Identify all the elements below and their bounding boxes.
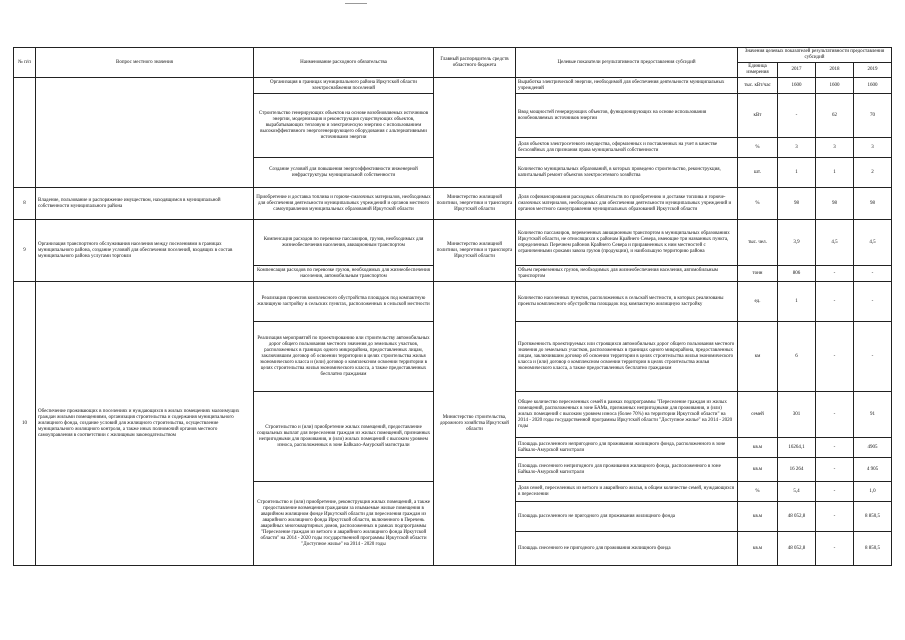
target-cell: Доля семей, переселенных из ветхого и аварийного жилья, в общем количестве семей, нуждающихся в переселении [516, 482, 738, 502]
unit-cell: % [738, 188, 778, 220]
obligation-cell: Организация в границах муниципального района Иркутской области электроснабжения поселений [254, 78, 434, 94]
obligation-cell: Приобретение и доставка топлива и горюче-смазочных материалов, необходимых для обеспечения деятельности муниципальных учреждений и органов местного самоуправления муниципальных образований Иркутской области [254, 188, 434, 220]
unit-cell: кв.м [738, 532, 778, 566]
target-cell: Количество муниципальных образований, в которых проведено строительство, реконструкция, капитальный ремонт объектов электросетевого хозяйства [516, 158, 738, 188]
value-2019: 4,5 [854, 220, 892, 266]
target-cell: Доля объектов электросетевого имущества, оформленных и поставленных на учет в качестве бесхозяйных для признания права муниципальной собственности [516, 138, 738, 158]
manager-cell: Министерство жилищной политики, энергетики и транспорта Иркутской области [434, 188, 516, 220]
target-cell: Количество пассажиров, перевезенных авиационным транспортом в муниципальных образованиях Иркутской области, не относящихся к районам Крайнего Севера, имеющие три названных пункта, определенных Перечнем районов Крайнего Севера и приравненных к ним местностей с ограниченными сроками завоза грузов (продукции), и наибольшую территорию района [516, 220, 738, 266]
header-values-title: Значения целевых показателей результативности предоставления субсидий [738, 48, 892, 63]
unit-cell: кв.м [738, 438, 778, 458]
value-2017: 806 [778, 266, 816, 282]
value-2018: - [816, 438, 854, 458]
value-2019: 98 [854, 188, 892, 220]
value-2017: 6 [778, 322, 816, 392]
value-2019: 1600 [854, 78, 892, 94]
unit-cell: км [738, 322, 778, 392]
question-cell: Организация транспортного обслуживания населения между поселениями в границах муниципального района, создание условий для обеспечения поселений, входящих в состав муниципального района услугами торговли [36, 220, 254, 282]
value-2017: - [778, 94, 816, 138]
row-num: 10 [14, 282, 36, 566]
value-2017: 16 264 [778, 458, 816, 482]
unit-cell: тыс. чел. [738, 220, 778, 266]
unit-cell: % [738, 482, 778, 502]
row-num: 8 [14, 188, 36, 220]
value-2019: - [854, 282, 892, 322]
value-2019: - [854, 322, 892, 392]
manager-cell: Министерство жилищной политики, энергетики и транспорта Иркутской области [434, 220, 516, 282]
obligation-cell: Компенсация расходов по перевозке грузов, необходимых для жизнеобеспечения населения, автомобильным транспортом [254, 266, 434, 282]
subsidy-indicators-table [13, 47, 892, 566]
value-2018: 3 [816, 138, 854, 158]
value-2017: 3,9 [778, 220, 816, 266]
header-2019: 2019 [854, 63, 892, 78]
header-target: Целевые показатели результативности предоставления субсидий [516, 48, 738, 78]
unit-cell: кв.м [738, 458, 778, 482]
row7-question [36, 78, 254, 188]
unit-cell: кв.м [738, 502, 778, 532]
target-cell: Протяженность проектируемых или строящихся автомобильных дорог общего пользования местного значения до земельных участков, расположенных в границах одного микрорайона, предоставленных лицам, заключившим договор об освоении территории в целях строительства жилья экономического класса и (или) договор о комплексном освоении территории в целях строительства жилья экономического класса, а также предоставленных бесплатно гражданам [516, 322, 738, 392]
unit-cell: ед. [738, 282, 778, 322]
value-2019: 4 905 [854, 458, 892, 482]
value-2017: 98 [778, 188, 816, 220]
unit-cell: шт. [738, 158, 778, 188]
value-2018: - [816, 392, 854, 438]
manager-cell: Министерство строительства, дорожного хозяйства Иркутской области [434, 282, 516, 566]
row-num: 9 [14, 220, 36, 282]
header-obligation: Наименование расходного обязательства [254, 48, 434, 78]
obligation-cell: Строительство и (или) приобретение, реконструкция жилых помещений, а также предоставление возмещения гражданам за изымаемые жилые помещения в аварийном жилищном фонде Иркутской области для переселения граждан из аварийного жилищного фонда Иркутской области, включенного в Перечень аварийных многоквартирных домов, расположенных в рамках подпрограммы "Переселение граждан из ветхого и аварийного жилищного фонда Иркутской области" на 2014 - 2020 годы государственной программы Иркутской области "Доступное жилье" на 2014 - 2020 годы [254, 482, 434, 566]
unit-cell: тонн [738, 266, 778, 282]
value-2017: 301 [778, 392, 816, 438]
value-2019: 91 [854, 392, 892, 438]
value-2019: 8 850,5 [854, 502, 892, 532]
value-2019: 8 850,5 [854, 532, 892, 566]
obligation-cell: Реализация мероприятий по проектированию или строительству автомобильных дорог общего пользования местного значения до земельных участков, расположенных в границах одного микрорайона, предоставленных лицам, заключившим договор об освоении территории в целях строительства жилья экономического класса и (или) договор о комплексном освоении территории в целях строительства жилья экономического класса, а также предоставленных бесплатно гражданам [254, 322, 434, 392]
value-2018: - [816, 458, 854, 482]
unit-cell: кВт [738, 94, 778, 138]
obligation-cell: Создание условий для повышения энергоэффективности инженерной инфраструктуры муниципальной собственности [254, 158, 434, 188]
value-2019: 4905 [854, 438, 892, 458]
question-cell: Владение, пользование и распоряжение имуществом, находящимся в муниципальной собственности муниципального района [36, 188, 254, 220]
value-2018: 62 [816, 94, 854, 138]
value-2017: 1 [778, 282, 816, 322]
header-manager: Главный распорядитель средств областного бюджета [434, 48, 516, 78]
row7-manager [434, 78, 516, 188]
value-2018: 1 [816, 158, 854, 188]
value-2019: - [854, 266, 892, 282]
value-2017: 16264,1 [778, 438, 816, 458]
value-2018: - [816, 482, 854, 502]
obligation-cell: Строительство и (или) приобретение жилых помещений, предоставление социальных выплат для переселения граждан из жилых помещений, признанных непригодными для проживания, и (или) жилых помещений с высоким уровнем износа, расположенных в зоне Байкало-Амурской магистрали [254, 392, 434, 482]
value-2017: 1600 [778, 78, 816, 94]
value-2019: 3 [854, 138, 892, 158]
question-cell: Обеспечение проживающих в поселениях и нуждающихся в жилых помещениях малоимущих граждан жилыми помещениями, организация строительства и содержания муниципального жилищного фонда, создание условий для жилищного строительства, осуществление муниципального жилищного контроля, а также иных полномочий органов местного самоуправления в соответствии с жилищным законодательством [36, 282, 254, 566]
obligation-cell: Реализация проектов комплексного обустройства площадок под компактную жилищную застройку в сельских пунктах, расположенных в сельской местности [254, 282, 434, 322]
header-question: Вопрос местного значения [36, 48, 254, 78]
obligation-cell: Компенсация расходов по перевозке пассажиров, грузов, необходимых для жизнеобеспечения населения, авиационным транспортом [254, 220, 434, 266]
value-2017: 48 052,8 [778, 532, 816, 566]
target-cell: Общее количество переселенных семей в рамках подпрограммы "Переселение граждан из жилых помещений, расположенных в зоне БАМа, признанных непригодными для проживания, и (или) жилых помещений с высоким уровнем износа (более 70%) на территории Иркутской области" на 2014 - 2020 годы государственной программы Иркутской области "Доступное жилье" на 2014 - 2020 годы [516, 392, 738, 438]
value-2017: 48 052,8 [778, 502, 816, 532]
scan-mark [345, 3, 367, 4]
row7-num [14, 78, 36, 188]
value-2018: 4,5 [816, 220, 854, 266]
value-2017: 1 [778, 158, 816, 188]
value-2019: 2 [854, 158, 892, 188]
target-cell: Количество населенных пунктов, расположенных в сельской местности, в которых реализованы проекты комплексного обустройства площадок под компактную жилищную застройку [516, 282, 738, 322]
header-2017: 2017 [778, 63, 816, 78]
obligation-cell: Строительство генерирующих объектов на основе возобновляемых источников энергии, модернизация и реконструкция существующих объектов, вырабатывающих тепловую и электрическую энергию с использованием высокоэффективного энергогенерирующего оборудования с альтернативными источниками энергии [254, 94, 434, 158]
target-cell: Доля софинансирования расходных обязательств по приобретению и доставке топлива и горюче-смазочных материалов, необходимых для обеспечения деятельности муниципальных учреждений и органов местного самоуправления муниципальных образований Иркутской области [516, 188, 738, 220]
value-2018: 98 [816, 188, 854, 220]
value-2017: 5,4 [778, 482, 816, 502]
value-2019: 1,0 [854, 482, 892, 502]
unit-cell: % [738, 138, 778, 158]
unit-cell: семей [738, 392, 778, 438]
value-2018: - [816, 322, 854, 392]
value-2018: 1600 [816, 78, 854, 94]
target-cell: Площадь расселенного не пригодного для проживания жилищного фонда [516, 502, 738, 532]
header-2018: 2018 [816, 63, 854, 78]
target-cell: Выработка электрической энергии, необходимой для обеспечения деятельности муниципальных учреждений [516, 78, 738, 94]
unit-cell: тыс. кВт/час [738, 78, 778, 94]
value-2018: - [816, 282, 854, 322]
target-cell: Объем перевезенных грузов, необходимых для жизнеобеспечения населения, автомобильным транспортом [516, 266, 738, 282]
target-cell: Площадь снесенного не пригодного для проживания жилищного фонда [516, 532, 738, 566]
value-2017: 3 [778, 138, 816, 158]
value-2019: 70 [854, 94, 892, 138]
value-2018: - [816, 532, 854, 566]
target-cell: Ввод мощностей генерирующих объектов, функционирующих на основе использования возобновляемых источников энергии [516, 94, 738, 138]
value-2018: - [816, 266, 854, 282]
header-num: № п/п [14, 48, 36, 78]
target-cell: Площадь расселенного непригодного для проживания жилищного фонда, расположенного в зоне Байкало-Амурской магистрали [516, 438, 738, 458]
value-2018: - [816, 502, 854, 532]
header-unit: Единица измерения [738, 63, 778, 78]
target-cell: Площадь снесенного непригодного для проживания жилищного фонда, расположенного в зоне Байкало-Амурской магистрали [516, 458, 738, 482]
